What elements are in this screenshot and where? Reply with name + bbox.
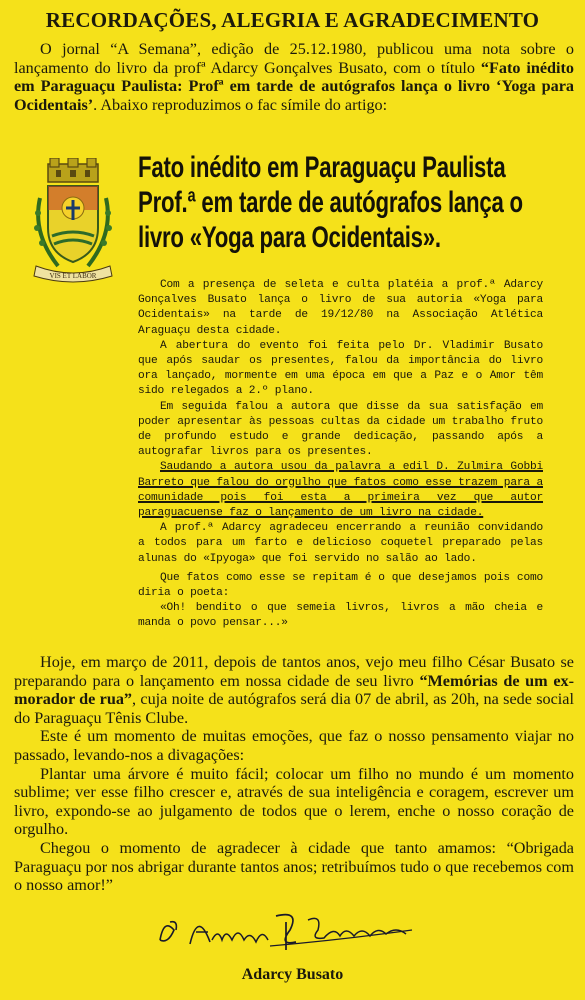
newspaper-clipping	[8, 140, 576, 650]
intro-article-title: “Fato inédito em Paraguaçu Paulista: Profª em tarde de autógrafos lança o livro ‘Yoga para Ocidentais’	[14, 58, 574, 114]
article-paragraph: A abertura do evento foi feita pelo Dr. Vladimir Busato que após saudar os presentes, falou da importância do livro ora lançado, mormente em uma época em que a Paz e o Amor têm sido relegados a 2.º plano.	[138, 339, 543, 398]
book-title: “Memórias de um ex-morador de rua”	[14, 671, 574, 709]
city-crest-icon	[28, 158, 118, 286]
closing-text-part: Hoje, em março de 2011, depois de tantos anos, vejo meu filho César Busato se preparando para o lançamento em nossa cidade de seu livro	[14, 653, 574, 690]
closing-paragraph	[14, 653, 574, 727]
closing-paragraph: Este é um momento de muitas emoções, que faz o nosso pensamento viajar no passado, levando-nos a divagações:	[14, 727, 574, 764]
closing-paragraph: Chegou o momento de agradecer à cidade que tanto amamos: “Obrigada Paraguaçu por nos abrigar durante tantos anos; retribuímos tudo o que recebemos com o nosso amor!”	[14, 838, 574, 895]
signature-name: Adarcy Busato	[241, 966, 344, 983]
article-paragraph: Em seguida falou a autora que disse da sua satisfação em poder apresentar às pessoas cultas da cidade um trabalho fruto de profundo estudo e grande dedicação, passando após a autografar livros para os presentes.	[138, 400, 543, 459]
closing-paragraph: Plantar uma árvore é muito fácil; colocar um filho no mundo é um momento sublime; ver esse filho crescer e, através de sua inteligência e coragem, escrever um livro, expondo-se ao julgamento de todos que o lerem, enche o nosso coração de orgulho.	[14, 764, 574, 839]
closing-text-part: , cuja noite de autógrafos será dia 07 de abril, as 20h, na sede social do Paraguaçu Tênis Clube.	[14, 690, 574, 727]
article-paragraph: Que fatos como esse se repitam é o que desejamos pois como diria o poeta:	[138, 571, 543, 600]
article-paragraph: Com a presença de seleta e culta platéia a prof.ª Adarcy Gonçalves Busato lança o livro de sua autoria «Yoga para Ocidentais» na tarde de 19/12/80 na Associação Atlética Araguaçu desta cidade.	[138, 279, 543, 337]
svg-text:VIS ET LABOR: VIS ET LABOR	[49, 272, 97, 280]
intro-text-2: . Abaixo reproduzimos o fac símile do artigo:	[93, 95, 388, 114]
closing-text	[14, 653, 574, 895]
article-paragraph: A prof.ª Adarcy agradeceu encerrando a reunião convidando a todos para um farto e delicioso coquetel preparado pelas alunas do «Ipyoga» que foi servido no salão ao lado.	[138, 522, 543, 565]
article-poem-quote: «Oh! bendito o que semeia livros, livros a mão cheia e manda o povo pensar...»	[138, 602, 543, 630]
intro-text-1: O jornal “A Semana”, edição de 25.12.1980, publicou uma nota sobre o lançamento do livro da profª Adarcy Gonçalves Busato, com o título	[14, 40, 574, 77]
page-title: RECORDAÇÕES, ALEGRIA E AGRADECIMENTO	[45, 8, 540, 32]
handwritten-signature	[150, 900, 420, 960]
article-paragraph-underlined: Saudando a autora usou da palavra a edil D. Zulmira Gobbi Barreto que falou do orgulho que fatos como esse trazem para a comunidade pois foi esta a primeira vez que autor paraguacuense faz o lançamento de um livro na cidade.	[138, 461, 543, 520]
article-headline: Fato inédito em Paraguaçu Paulista Prof.ª em tarde de autógrafos lança o livro «Yoga para Ocidentais».	[138, 151, 523, 254]
article-body	[138, 278, 543, 632]
intro-paragraph	[14, 40, 574, 114]
